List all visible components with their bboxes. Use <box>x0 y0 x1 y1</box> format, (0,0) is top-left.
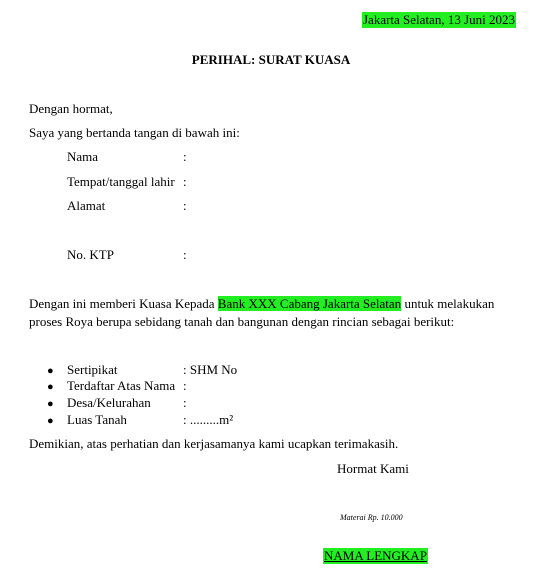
intro-text: Saya yang bertanda tangan di bawah ini: <box>29 125 240 140</box>
poa-suffix: untuk melakukan <box>401 296 495 311</box>
bullet-icon: ● <box>47 398 54 410</box>
detail-label-sertipikat: Sertipikat <box>67 362 118 377</box>
detail-value-luas: : .........m² <box>183 412 234 427</box>
field-label-alamat: Alamat <box>67 198 106 213</box>
bank-name-highlight: Bank XXX Cabang Jakarta Selatan <box>217 296 402 311</box>
field-colon: : <box>183 198 187 213</box>
closing-text: Demikian, atas perhatian dan kerjasamanya kami ucapkan terimakasih. <box>29 436 399 451</box>
detail-value-desa: : <box>183 395 187 410</box>
field-colon: : <box>183 174 187 189</box>
bullet-icon: ● <box>47 365 54 377</box>
bullet-icon: ● <box>47 415 54 427</box>
detail-value-terdaftar: : <box>183 378 187 393</box>
detail-label-luas: Luas Tanah <box>67 412 127 427</box>
field-colon: : <box>183 149 187 164</box>
signatory-name: NAMA LENGKAP <box>324 548 427 563</box>
field-label-ttl: Tempat/tanggal lahir <box>67 174 175 189</box>
detail-value-sertipikat: : SHM No <box>183 362 238 377</box>
power-of-attorney-paragraph <box>29 296 494 312</box>
field-colon: : <box>183 247 187 262</box>
poa-line-2: proses Roya berupa sebidang tanah dan bangunan dengan rincian sebagai berikut: <box>29 314 455 329</box>
letter-title: PERIHAL: SURAT KUASA <box>191 52 351 67</box>
regards-text: Hormat Kami <box>337 461 409 476</box>
greeting: Dengan hormat, <box>29 101 113 116</box>
detail-label-terdaftar: Terdaftar Atas Nama <box>67 378 176 393</box>
letter-date: Jakarta Selatan, 13 Juni 2023 <box>363 12 515 27</box>
field-label-ktp: No. KTP <box>67 247 114 262</box>
field-label-nama: Nama <box>67 149 99 164</box>
bullet-icon: ● <box>47 381 54 393</box>
materai-stamp-note: Materai Rp. 10.000 <box>340 513 403 522</box>
detail-label-desa: Desa/Kelurahan <box>67 395 151 410</box>
poa-prefix: Dengan ini memberi Kuasa Kepada <box>29 296 218 311</box>
